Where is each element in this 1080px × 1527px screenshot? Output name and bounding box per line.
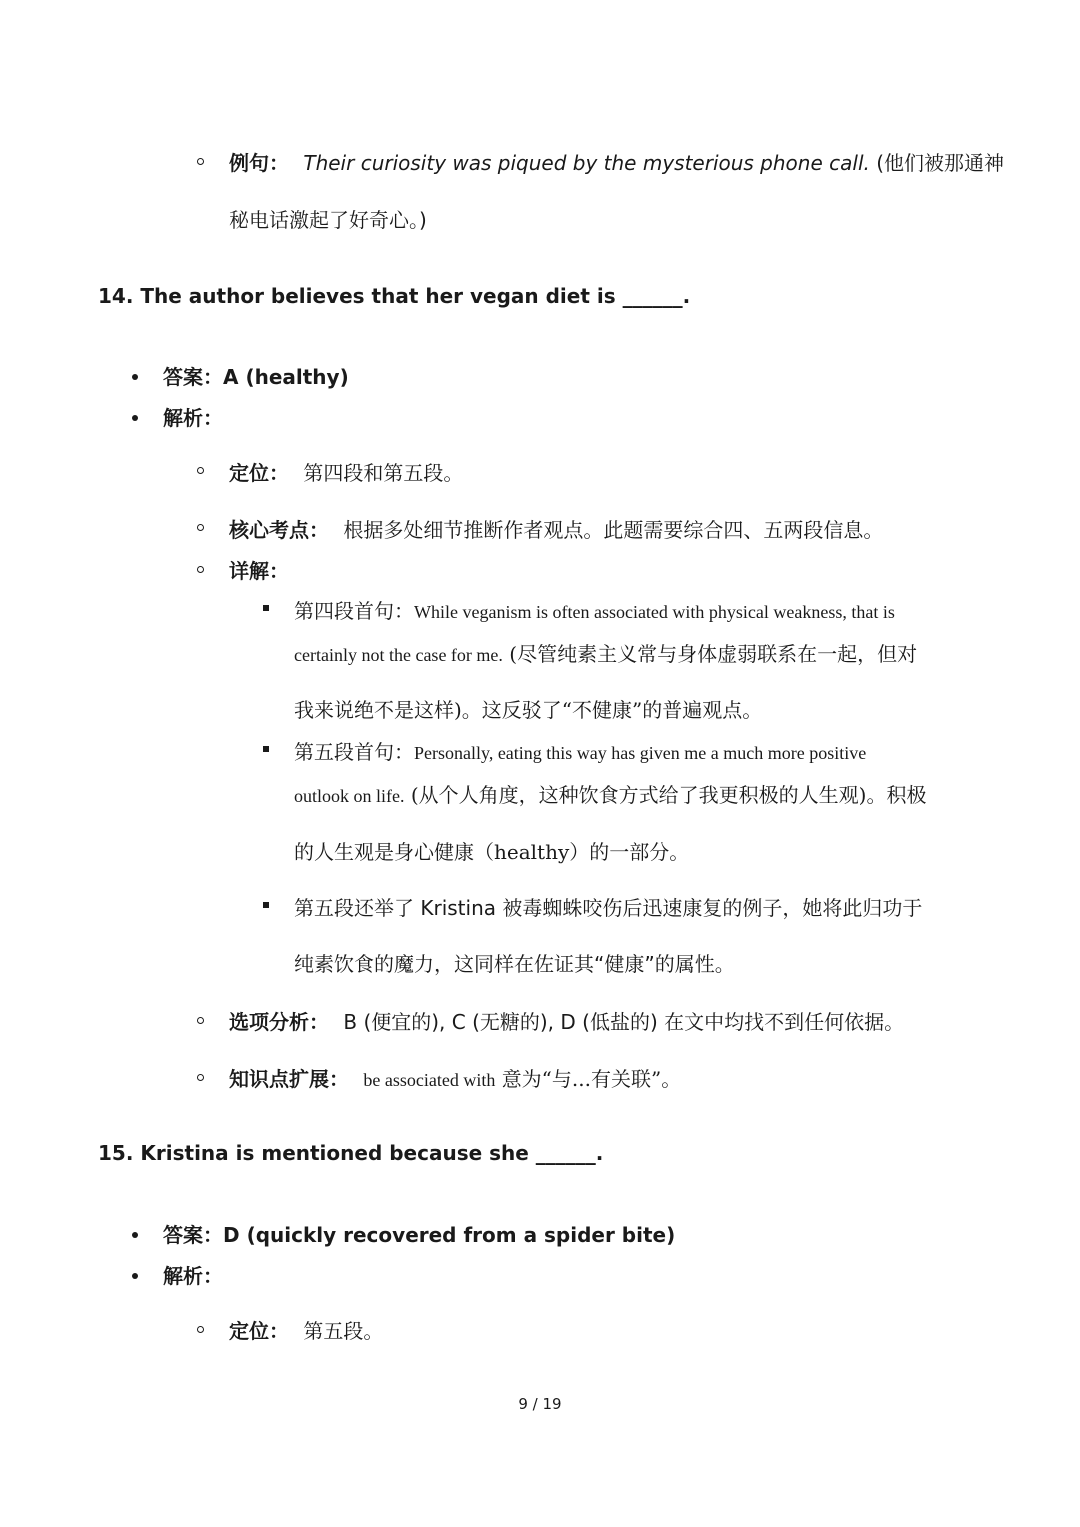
- answer-value: A (healthy): [223, 365, 349, 389]
- detail1-cn-line2: (尽管纯素主义常与身体虚弱联系在一起，但对: [509, 642, 918, 666]
- detail2-en-line1: Personally, eating this way has given me a much more positive: [414, 743, 867, 763]
- core-label: 核心考点：: [229, 518, 329, 542]
- list-bullet: [132, 374, 138, 380]
- sub-sub-bullet: [263, 605, 269, 611]
- q14-location: [229, 457, 463, 486]
- location-value: 第四段和第五段。: [303, 461, 464, 485]
- q14-analysis-label: 解析：: [163, 406, 223, 430]
- page-number: 9 / 19: [518, 1395, 562, 1413]
- sub-bullet: [197, 524, 204, 531]
- q14-knowledge: [229, 1063, 681, 1092]
- detail2-line3: 的人生观是身心健康（healthy）的一部分。: [294, 840, 690, 864]
- detail1-en-line1: While veganism is often associated with physical weakness, that is: [414, 602, 895, 622]
- detail3-line2: 纯素饮食的魔力，这同样在佐证其“健康”的属性。: [294, 952, 735, 976]
- sub-bullet: [197, 158, 204, 165]
- sub-bullet: [197, 566, 204, 573]
- q15-analysis-label: 解析：: [163, 1264, 223, 1288]
- example-label: 例句：: [229, 151, 289, 175]
- detail1-line3: 我来说绝不是这样)。这反驳了“不健康”的普遍观点。: [294, 698, 763, 722]
- location-label: 定位：: [229, 1319, 289, 1343]
- detail2-en-line2: outlook on life.: [294, 786, 405, 806]
- detail1-prefix: 第四段首句：: [294, 599, 414, 623]
- knowledge-label: 知识点扩展：: [229, 1067, 349, 1091]
- knowledge-en: be associated with: [363, 1070, 496, 1090]
- list-bullet: [132, 1232, 138, 1238]
- location-label: 定位：: [229, 461, 289, 485]
- q14-options: [229, 1006, 904, 1035]
- detail2-prefix: 第五段首句：: [294, 740, 414, 764]
- example-line-1: [229, 147, 1004, 176]
- example-translation-part1: (他们被那通神: [876, 151, 1005, 175]
- question-14-title: 14. The author believes that her vegan diet is ______.: [98, 284, 691, 308]
- question-15-title: 15. Kristina is mentioned because she ______.: [98, 1141, 604, 1165]
- options-value: B (便宜的), C (无糖的), D (低盐的) 在文中均找不到任何依据。: [343, 1010, 905, 1034]
- example-sentence: Their curiosity was piqued by the mysterious phone call.: [303, 151, 870, 175]
- example-translation-part2: 秘电话激起了好奇心。): [229, 208, 427, 232]
- list-bullet: [132, 1273, 138, 1279]
- location-value: 第五段。: [303, 1319, 384, 1343]
- detail3-line1: 第五段还举了 Kristina 被毒蜘蛛咬伤后迅速康复的例子，她将此归功于: [294, 896, 923, 920]
- q15-location: [229, 1315, 383, 1344]
- q15-answer: [163, 1219, 675, 1248]
- sub-bullet: [197, 1326, 204, 1333]
- q14-detail-label: 详解：: [229, 559, 289, 583]
- answer-label: 答案：: [163, 1223, 223, 1247]
- q14-core: [229, 514, 883, 543]
- q14-answer: [163, 361, 349, 390]
- sub-bullet: [197, 1074, 204, 1081]
- detail1-line1: [294, 595, 895, 624]
- detail1-en-line2: certainly not the case for me.: [294, 645, 503, 665]
- sub-bullet: [197, 467, 204, 474]
- core-value: 根据多处细节推断作者观点。此题需要综合四、五两段信息。: [343, 518, 884, 542]
- answer-label: 答案：: [163, 365, 223, 389]
- options-label: 选项分析：: [229, 1010, 329, 1034]
- detail1-line2: [294, 638, 917, 667]
- sub-sub-bullet: [263, 746, 269, 752]
- detail2-line1: [294, 736, 866, 765]
- detail2-cn-line2: (从个人角度，这种饮食方式给了我更积极的人生观)。积极: [410, 783, 927, 807]
- list-bullet: [132, 415, 138, 421]
- detail2-line2: [294, 779, 926, 808]
- sub-bullet: [197, 1017, 204, 1024]
- sub-sub-bullet: [263, 902, 269, 908]
- knowledge-cn: 意为“与...有关联”。: [501, 1067, 682, 1091]
- answer-value: D (quickly recovered from a spider bite): [223, 1223, 676, 1247]
